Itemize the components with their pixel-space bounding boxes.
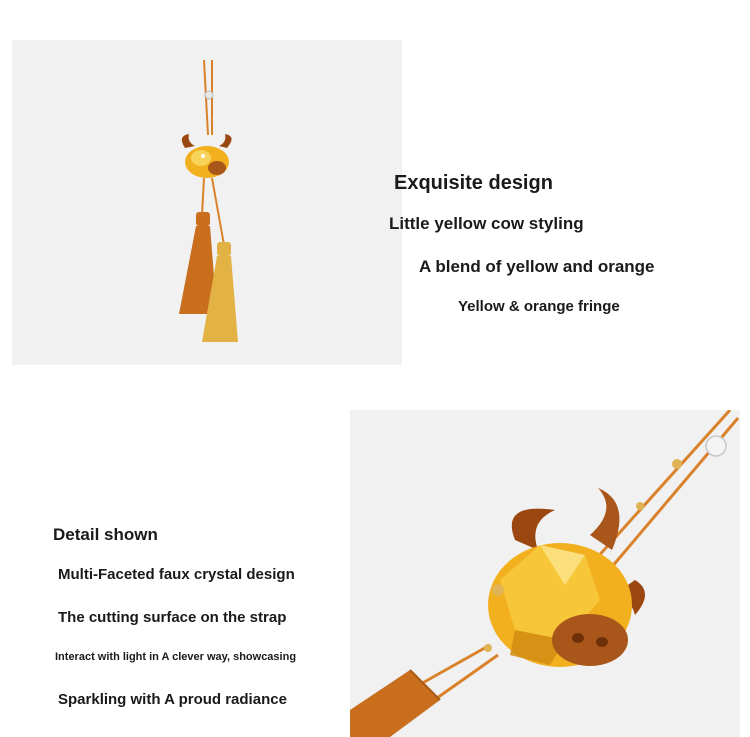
detail-line-1: Multi-Faceted faux crystal design <box>58 566 295 583</box>
detail-line-2: The cutting surface on the strap <box>58 609 287 626</box>
cow-charm-illustration <box>12 40 402 365</box>
detail-line-4: Sparkling with A proud radiance <box>58 691 287 708</box>
design-line-2: A blend of yellow and orange <box>419 257 655 276</box>
design-line-1: Little yellow cow styling <box>389 214 584 233</box>
product-photo-full-view <box>12 40 402 365</box>
detail-line-3: Interact with light in A clever way, showcasing <box>55 651 297 663</box>
cow-charm-closeup-illustration <box>350 410 740 737</box>
product-photo-closeup <box>350 410 740 737</box>
section-heading-detail: Detail shown <box>53 525 158 544</box>
design-line-3: Yellow & orange fringe <box>458 298 620 315</box>
section-heading-design: Exquisite design <box>394 172 553 194</box>
cow-charm <box>182 134 232 178</box>
